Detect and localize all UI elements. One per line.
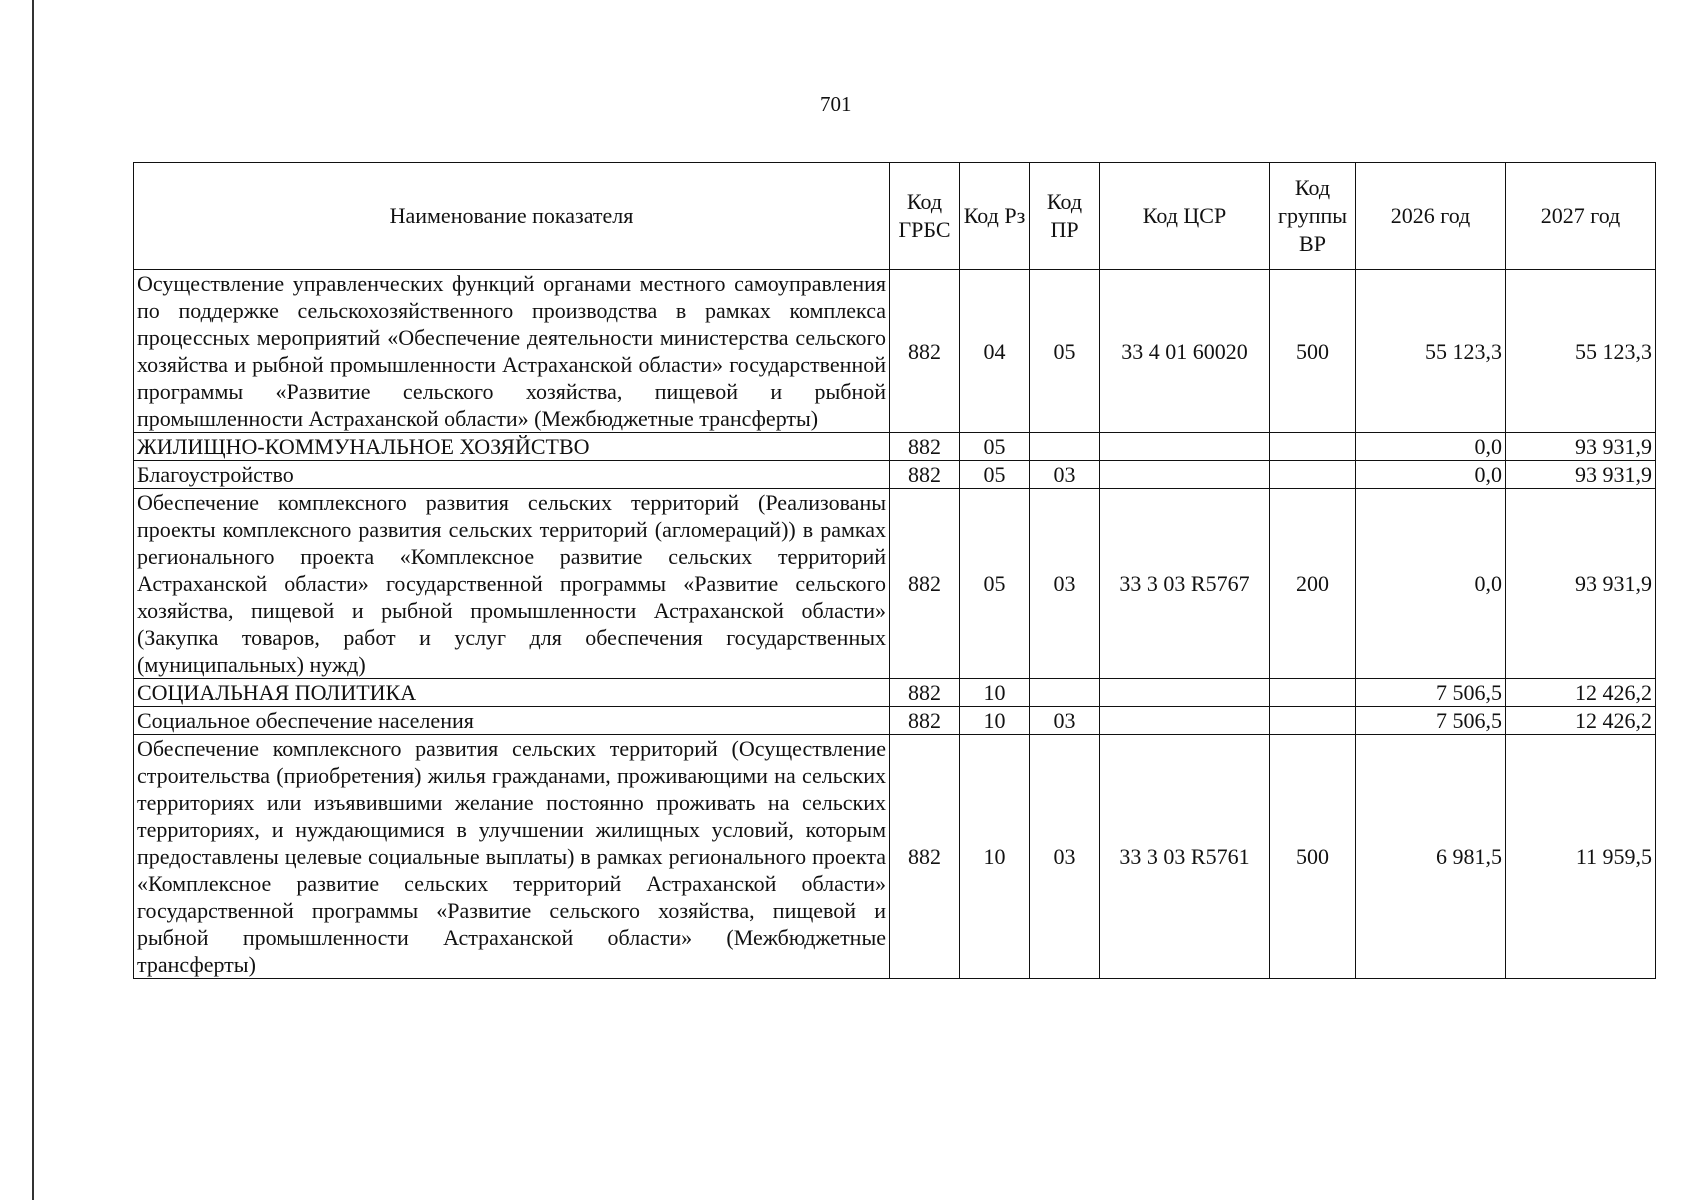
binding-edge-line <box>32 0 34 1200</box>
row-vr: 200 <box>1270 489 1356 679</box>
row-2027: 55 123,3 <box>1506 270 1656 433</box>
row-pr: 03 <box>1030 707 1100 735</box>
row-grbs: 882 <box>890 489 960 679</box>
row-name: ЖИЛИЩНО-КОММУНАЛЬНОЕ ХОЗЯЙСТВО <box>134 433 890 461</box>
row-pr: 03 <box>1030 735 1100 979</box>
row-pr <box>1030 679 1100 707</box>
page-number: 701 <box>820 92 852 116</box>
row-pr: 03 <box>1030 461 1100 489</box>
table-row <box>134 735 1656 979</box>
row-rz: 10 <box>960 735 1030 979</box>
row-vr <box>1270 461 1356 489</box>
header-grbs: Код ГРБС <box>890 163 960 270</box>
row-2026: 6 981,5 <box>1356 735 1506 979</box>
row-2026: 55 123,3 <box>1356 270 1506 433</box>
table-row <box>134 489 1656 679</box>
row-csr <box>1100 707 1270 735</box>
row-pr: 03 <box>1030 489 1100 679</box>
row-2027: 11 959,5 <box>1506 735 1656 979</box>
row-csr <box>1100 679 1270 707</box>
row-name: Осуществление управленческих функций органами местного самоуправления по поддержке сельскохозяйственного производства в рамках комплекса процессных мероприятий «Обеспечение деятельности министерства сельского хозяйства и рыбной промышленности Астраханской области» государственной программы «Развитие сельского хозяйства, пищевой и рыбной промышленности Астраханской области» (Межбюджетные трансферты) <box>134 270 890 433</box>
row-csr <box>1100 433 1270 461</box>
row-name: Обеспечение комплексного развития сельских территорий (Осуществление строительства (приобретения) жилья гражданами, проживающими на сельских территориях или изъявившими желание постоянно проживать на сельских территориях, и нуждающимися в улучшении жилищных условий, которым предоставлены целевые социальные выплаты) в рамках регионального проекта «Комплексное развитие сельских территорий Астраханской области» государственной программы «Развитие сельского хозяйства, пищевой и рыбной промышленности Астраханской области» (Межбюджетные трансферты) <box>134 735 890 979</box>
row-rz: 05 <box>960 461 1030 489</box>
row-csr <box>1100 461 1270 489</box>
row-csr: 33 3 03 R5767 <box>1100 489 1270 679</box>
row-grbs: 882 <box>890 707 960 735</box>
row-name: Благоустройство <box>134 461 890 489</box>
row-2027: 93 931,9 <box>1506 461 1656 489</box>
row-csr: 33 3 03 R5761 <box>1100 735 1270 979</box>
row-pr <box>1030 433 1100 461</box>
table-row <box>134 461 1656 489</box>
header-vr: Код группы ВР <box>1270 163 1356 270</box>
table-row <box>134 433 1656 461</box>
row-vr <box>1270 707 1356 735</box>
row-rz: 10 <box>960 707 1030 735</box>
header-name: Наименование показателя <box>134 163 890 270</box>
row-vr: 500 <box>1270 735 1356 979</box>
row-rz: 05 <box>960 489 1030 679</box>
row-name: Социальное обеспечение населения <box>134 707 890 735</box>
table-row <box>134 707 1656 735</box>
row-grbs: 882 <box>890 433 960 461</box>
header-2026: 2026 год <box>1356 163 1506 270</box>
table-row <box>134 679 1656 707</box>
row-vr: 500 <box>1270 270 1356 433</box>
row-grbs: 882 <box>890 679 960 707</box>
row-name: СОЦИАЛЬНАЯ ПОЛИТИКА <box>134 679 890 707</box>
table-row <box>134 270 1656 433</box>
row-csr: 33 4 01 60020 <box>1100 270 1270 433</box>
row-rz: 05 <box>960 433 1030 461</box>
row-2027: 12 426,2 <box>1506 707 1656 735</box>
header-rz: Код Рз <box>960 163 1030 270</box>
row-rz: 04 <box>960 270 1030 433</box>
row-pr: 05 <box>1030 270 1100 433</box>
row-2027: 12 426,2 <box>1506 679 1656 707</box>
row-2026: 7 506,5 <box>1356 707 1506 735</box>
row-grbs: 882 <box>890 461 960 489</box>
row-rz: 10 <box>960 679 1030 707</box>
row-2027: 93 931,9 <box>1506 433 1656 461</box>
row-grbs: 882 <box>890 735 960 979</box>
row-vr <box>1270 433 1356 461</box>
row-name: Обеспечение комплексного развития сельских территорий (Реализованы проекты комплексного развития сельских территорий (агломераций)) в рамках регионального проекта «Комплексное развитие сельских территорий Астраханской области» государственной программы «Развитие сельского хозяйства, пищевой и рыбной промышленности Астраханской области» (Закупка товаров, работ и услуг для обеспечения государственных (муниципальных) нужд) <box>134 489 890 679</box>
row-2026: 0,0 <box>1356 461 1506 489</box>
budget-table <box>133 162 1656 979</box>
row-2026: 7 506,5 <box>1356 679 1506 707</box>
row-vr <box>1270 679 1356 707</box>
row-2026: 0,0 <box>1356 489 1506 679</box>
row-2026: 0,0 <box>1356 433 1506 461</box>
row-grbs: 882 <box>890 270 960 433</box>
header-2027: 2027 год <box>1506 163 1656 270</box>
header-pr: Код ПР <box>1030 163 1100 270</box>
table-header <box>134 163 1656 270</box>
row-2027: 93 931,9 <box>1506 489 1656 679</box>
header-csr: Код ЦСР <box>1100 163 1270 270</box>
